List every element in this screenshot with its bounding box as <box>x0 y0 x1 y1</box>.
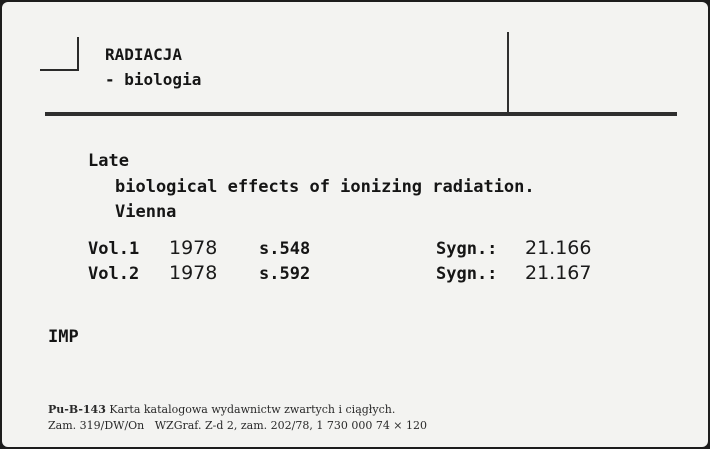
footer-line-1 <box>48 403 395 417</box>
volume-1-year: 1978 <box>169 237 218 259</box>
subject-subheading: - biologia <box>105 70 202 89</box>
volume-1-sygn: 21.166 <box>525 237 592 259</box>
volume-1-label: Vol.1 <box>88 239 140 259</box>
volume-1-pages-prefix <box>259 238 310 260</box>
volume-2-sygn: 21.167 <box>525 262 592 284</box>
volume-1-sygn-label: Sygn.: <box>436 239 498 259</box>
header-rule <box>45 112 677 116</box>
corner-mark-horizontal <box>40 69 79 71</box>
subject-heading: RADIACJA <box>105 45 183 64</box>
volume-2-sygn-label: Sygn.: <box>436 264 498 284</box>
entry-author: Late <box>88 151 129 171</box>
catalog-card <box>2 2 708 447</box>
header-divider <box>507 32 509 112</box>
publisher-note: IMP <box>48 327 79 347</box>
corner-mark-vertical <box>77 37 79 71</box>
volume-2-pages-prefix <box>259 263 310 285</box>
form-description: Karta katalogowa wydawnictw zwartych i ciągłych. <box>109 403 396 416</box>
form-code: Pu-B-143 <box>48 403 106 416</box>
entry-place: Vienna <box>115 202 177 222</box>
volume-2-year: 1978 <box>169 262 218 284</box>
volume-2-label: Vol.2 <box>88 264 140 284</box>
volume-1-pages: s.548 <box>259 239 311 259</box>
volume-2-pages: s.592 <box>259 264 311 284</box>
footer-line-2: Zam. 319/DW/On WZGraf. Z-d 2, zam. 202/78, 1 730 000 74 × 120 <box>48 419 428 432</box>
entry-title: biological effects of ionizing radiation. <box>115 177 535 197</box>
